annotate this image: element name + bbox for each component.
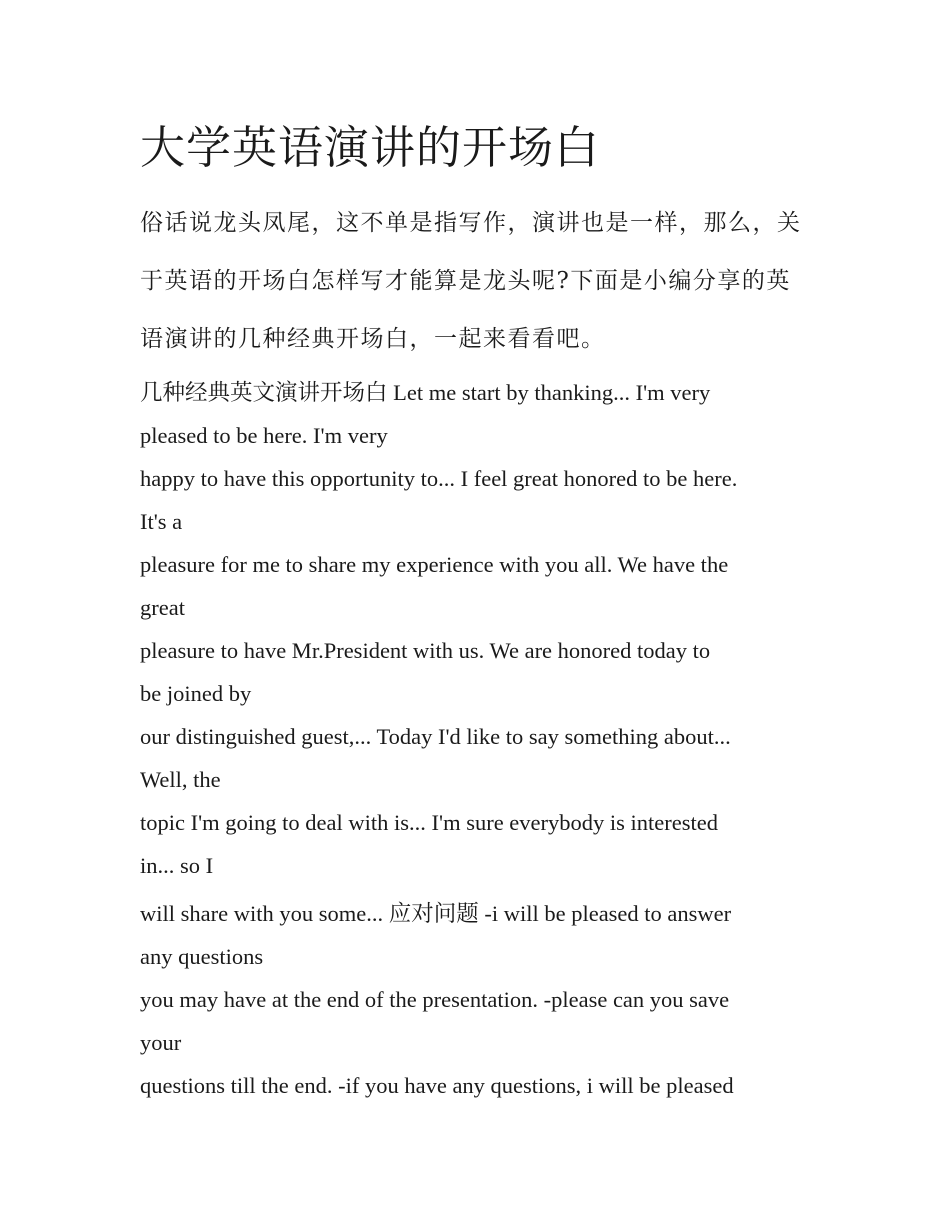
- body-line: be joined by: [140, 681, 252, 706]
- intro-line: 语演讲的几种经典开场白，一起来看看吧。: [140, 326, 606, 352]
- body-line: It's a: [140, 509, 183, 534]
- body-line: topic I'm going to deal with is... I'm sure everybody is interested: [140, 810, 718, 835]
- body-line: pleasure to have Mr.President with us. We are honored today to: [140, 638, 711, 663]
- body-line: you may have at the end of the presentation. -please can you save: [140, 987, 730, 1012]
- body-line: pleased to be here. I'm very: [140, 423, 388, 448]
- document-page: [140, 118, 820, 1107]
- intro-line: 俗话说龙头凤尾，这不单是指写作，演讲也是一样，那么，关: [140, 210, 802, 236]
- page-title: 大学英语演讲的开场白: [140, 121, 601, 174]
- body-line: great: [140, 595, 185, 620]
- body-line: any questions: [140, 944, 264, 969]
- intro-line: 于英语的开场白怎样写才能算是龙头呢?下面是小编分享的英: [140, 268, 791, 294]
- intro-paragraph: [140, 198, 820, 365]
- body-line: 几种经典英文演讲开场白 Let me start by thanking... I'm very: [140, 380, 711, 405]
- body-line: pleasure for me to share my experience with you all. We have the: [140, 552, 729, 577]
- body-line: will share with you some... 应对问题 -i will be pleased to answer: [140, 901, 732, 926]
- body-line: in... so I: [140, 853, 214, 878]
- body-line: happy to have this opportunity to... I feel great honored to be here.: [140, 466, 738, 491]
- body-line: our distinguished guest,... Today I'd like to say something about...: [140, 724, 731, 749]
- body-line: questions till the end. -if you have any questions, i will be pleased: [140, 1073, 734, 1098]
- body-line: your: [140, 1030, 182, 1055]
- body-line: Well, the: [140, 767, 221, 792]
- body-text: [140, 371, 820, 1107]
